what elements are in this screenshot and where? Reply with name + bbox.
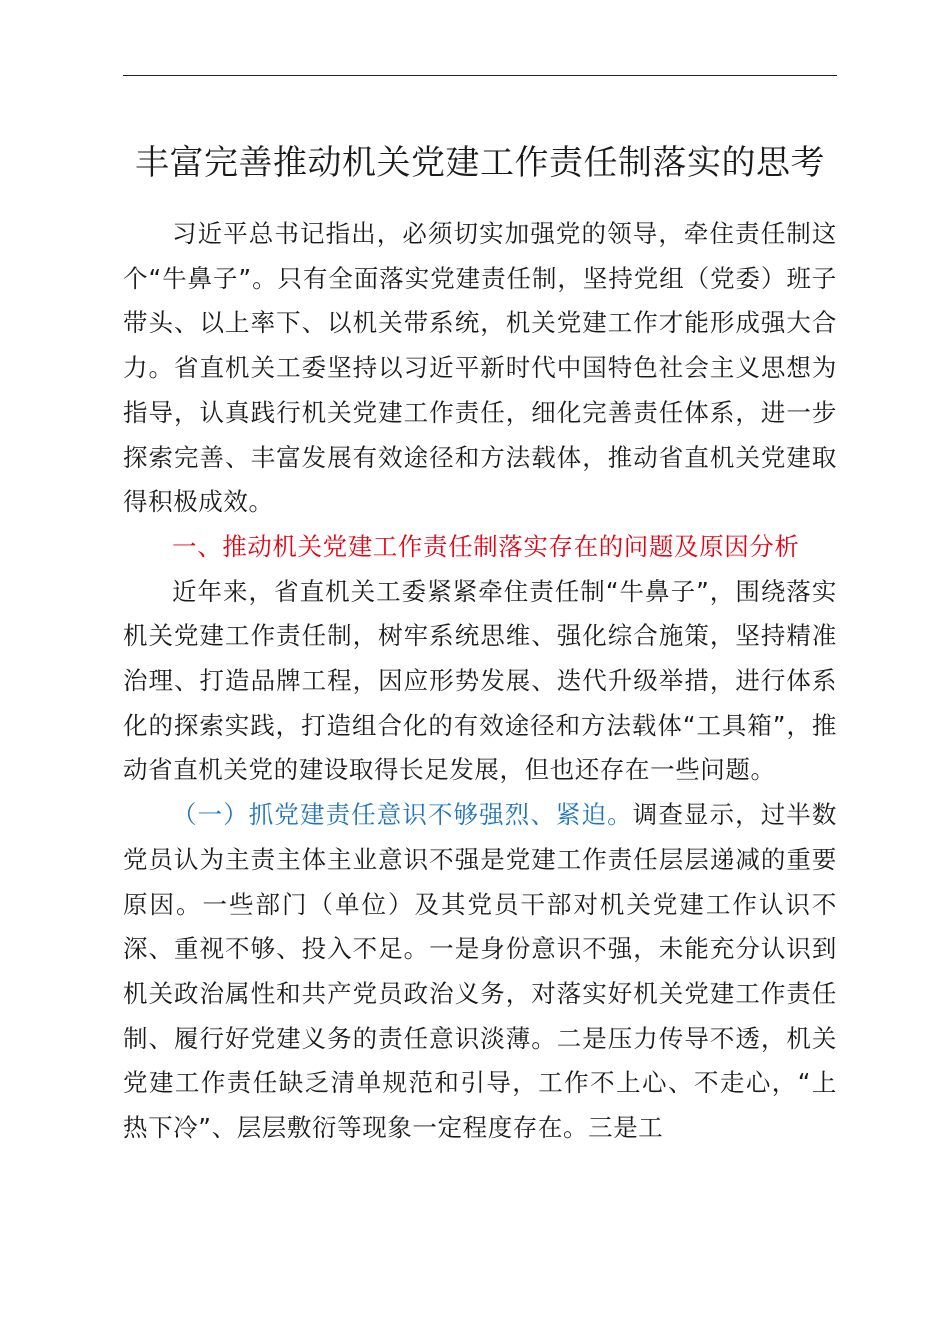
paragraph-intro: 习近平总书记指出，必须切实加强党的领导，牵住责任制这个“牛鼻子”。只有全面落实党建责任制，坚持党组（党委）班子带头、以上率下、以机关带系统，机关党建工作才能形成强大合力。省直机关工委坚持以习近平新时代中国特色社会主义思想为指导，认真践行机关党建工作责任，细化完善责任体系，进一步探索完善、丰富发展有效途径和方法载体，推动省直机关党建取得积极成效。 bbox=[123, 219, 837, 517]
paragraph-section-1: 近年来，省直机关工委紧紧牵住责任制“牛鼻子”，围绕落实机关党建工作责任制，树牢系统思维、强化综合施策，坚持精准治理、打造品牌工程，因应形势发展、迭代升级举措，进行体系化的探索实践，打造组合化的有效途径和方法载体“工具箱”，推动省直机关党的建设取得长足发展，但也还存在一些问题。 bbox=[123, 576, 837, 785]
section-heading-1: 一、推动机关党建工作责任制落实存在的问题及原因分析 bbox=[172, 531, 800, 561]
subsection-1-text: 调查显示，过半数党员认为主责主体主业意识不强是党建工作责任层层递减的重要原因。一些部门（单位）及其党员干部对机关党建工作认识不深、重视不够、投入不足。一是身份意识不强，未能充分认识到机关政治属性和共产党员政治义务，对落实好机关党建工作责任制、履行好党建义务的责任意识淡薄。二是压力传导不透，机关党建工作责任缺乏清单规范和引导，工作不上心、不走心，“上热下冷”、层层敷衍等现象一定程度存在。三是工 bbox=[123, 800, 837, 1143]
subsection-heading-1: （一）抓党建责任意识不够强烈、紧迫。 bbox=[172, 800, 633, 830]
paragraph-subsection-1 bbox=[123, 793, 837, 1151]
header-rule bbox=[123, 75, 837, 76]
document-title: 丰富完善推动机关党建工作责任制落实的思考 bbox=[135, 143, 825, 183]
document-body bbox=[123, 212, 837, 1151]
